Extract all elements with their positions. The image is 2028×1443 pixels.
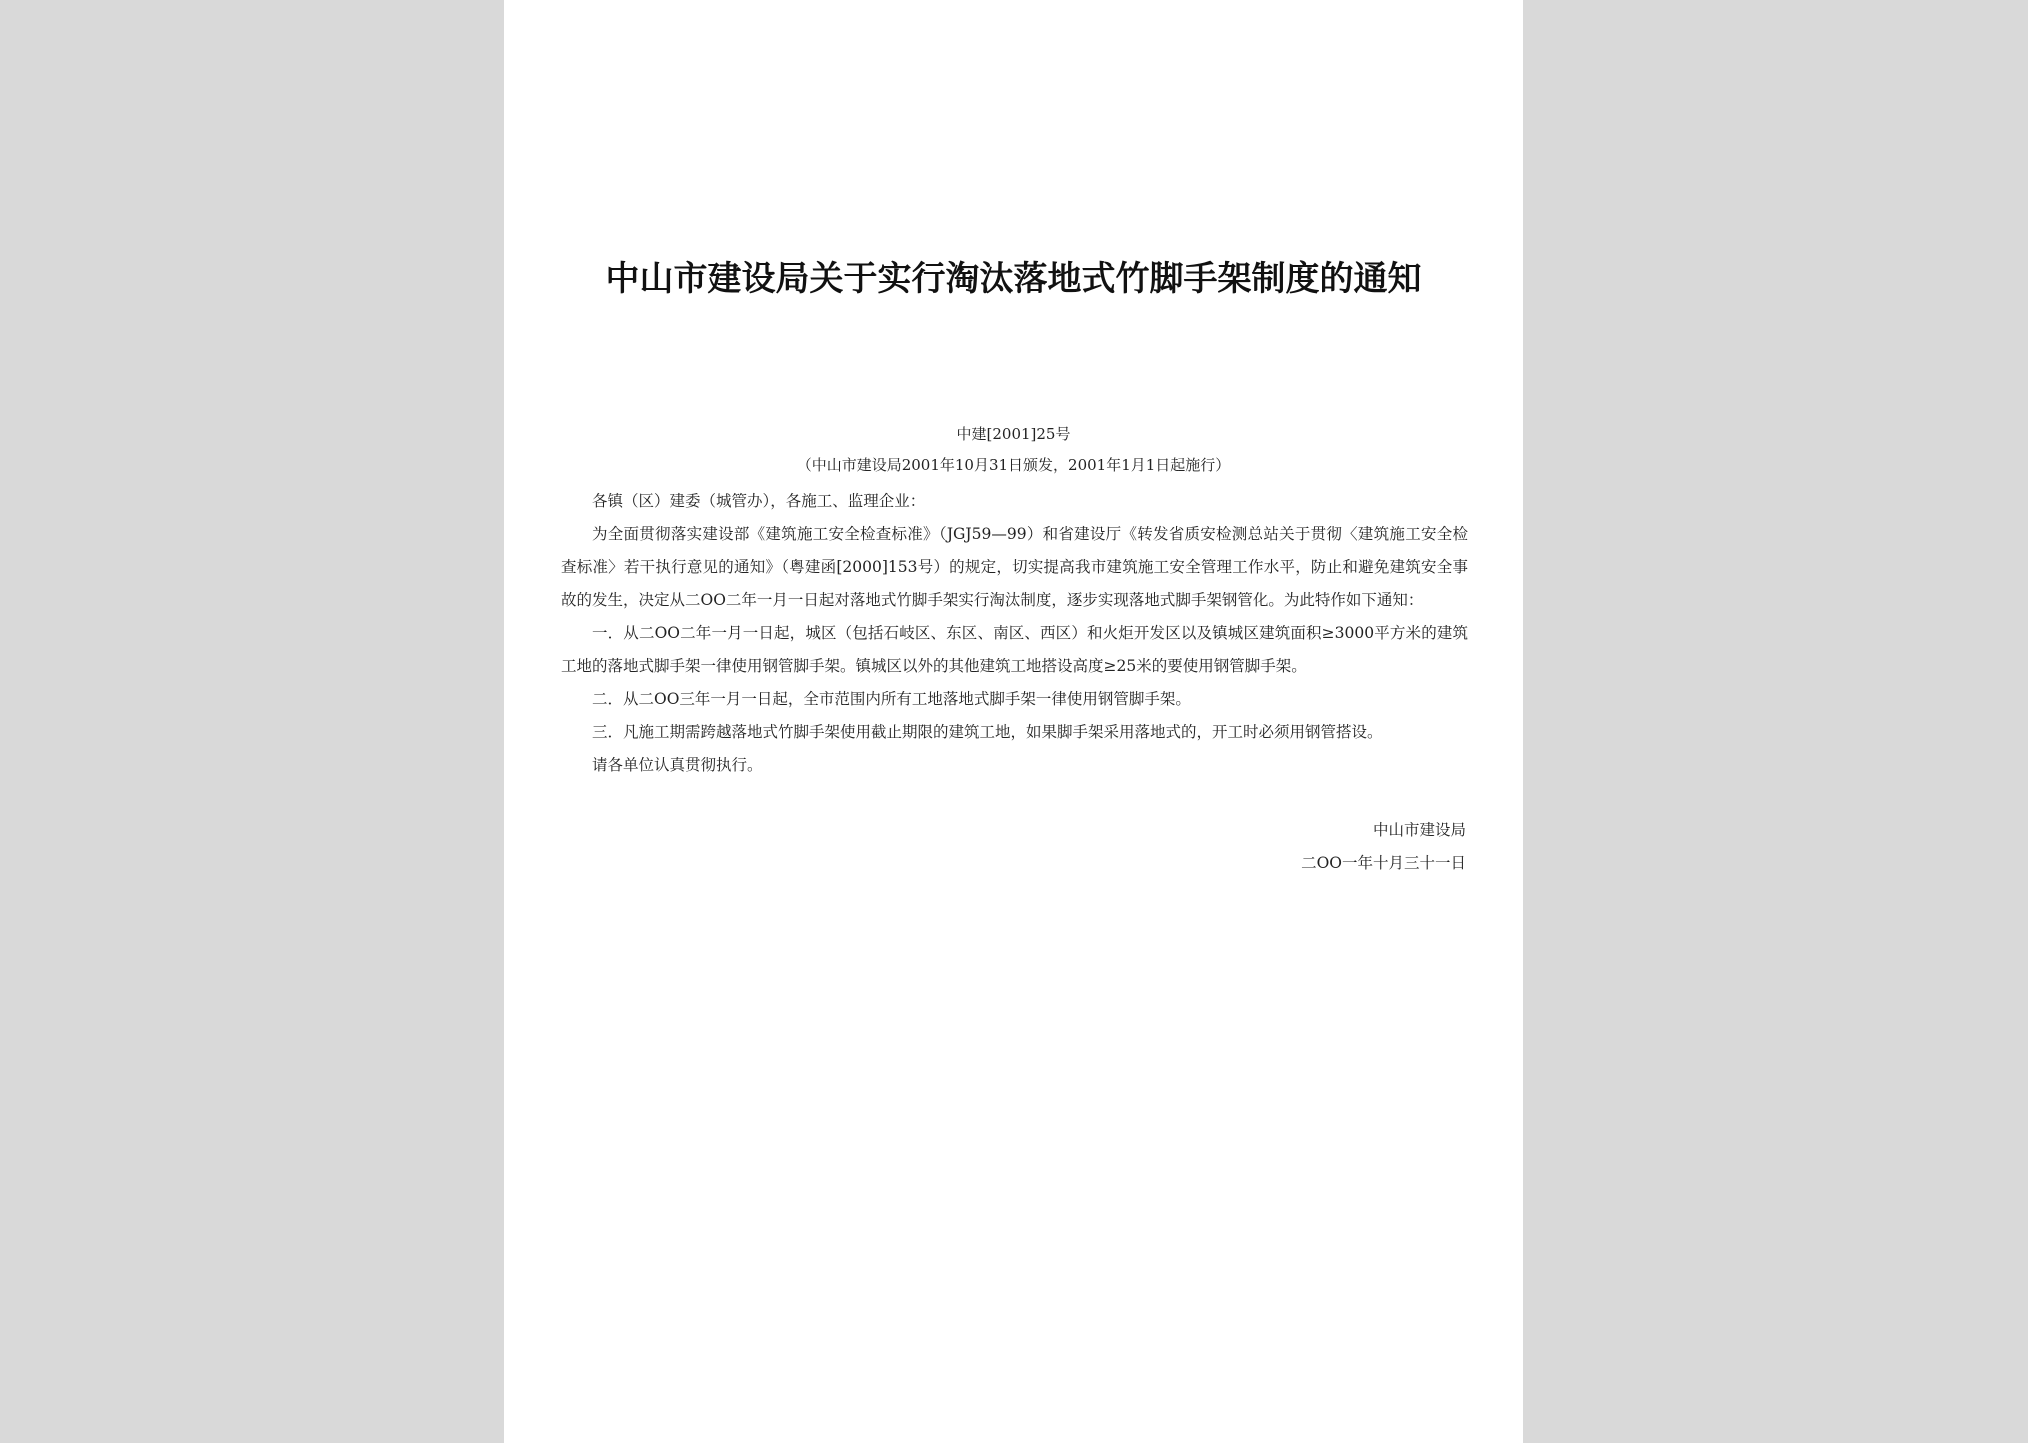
document-title: 中山市建设局关于实行淘汰落地式竹脚手架制度的通知 [605, 259, 1422, 299]
signature-date: 二OO一年十月三十一日 [1301, 854, 1466, 872]
signature-org: 中山市建设局 [1372, 821, 1466, 839]
salutation: 各镇（区）建委（城管办），各施工、监理企业： [592, 492, 926, 510]
signature-block [1301, 814, 1466, 880]
body-paragraph: 二．从二OO三年一月一日起，全市范围内所有工地落地式脚手架一律使用钢管脚手架。 [592, 690, 1191, 708]
body-paragraph: 三．凡施工期需跨越落地式竹脚手架使用截止期限的建筑工地，如果脚手架采用落地式的，开工时必须用钢管搭设。 [592, 723, 1383, 741]
document-number: 中建[2001]25号 [956, 425, 1071, 443]
body-paragraph: 请各单位认真贯彻执行。 [592, 756, 763, 774]
issue-note: （中山市建设局2001年10月31日颁发，2001年1月1日起施行） [796, 456, 1231, 474]
document-body [561, 485, 1468, 782]
body-paragraph: 一．从二OO二年一月一日起，城区（包括石岐区、东区、南区、西区）和火炬开发区以及镇城区建筑面积≥3000平方米的建筑工地的落地式脚手架一律使用钢管脚手架。镇城区以外的其他建筑工地搭设高度≥25米的要使用钢管脚手架。 [561, 624, 1468, 675]
body-paragraph: 为全面贯彻落实建设部《建筑施工安全检查标准》（JGJ59—99）和省建设厅《转发省质安检测总站关于贯彻〈建筑施工安全检查标准〉若干执行意见的通知》（粤建函[2000]153号）的规定，切实提高我市建筑施工安全管理工作水平，防止和避免建筑安全事故的发生，决定从二OO二年一月一日起对落地式竹脚手架实行淘汰制度，逐步实现落地式脚手架钢管化。为此特作如下通知： [561, 525, 1468, 609]
document-page [504, 0, 1523, 1443]
